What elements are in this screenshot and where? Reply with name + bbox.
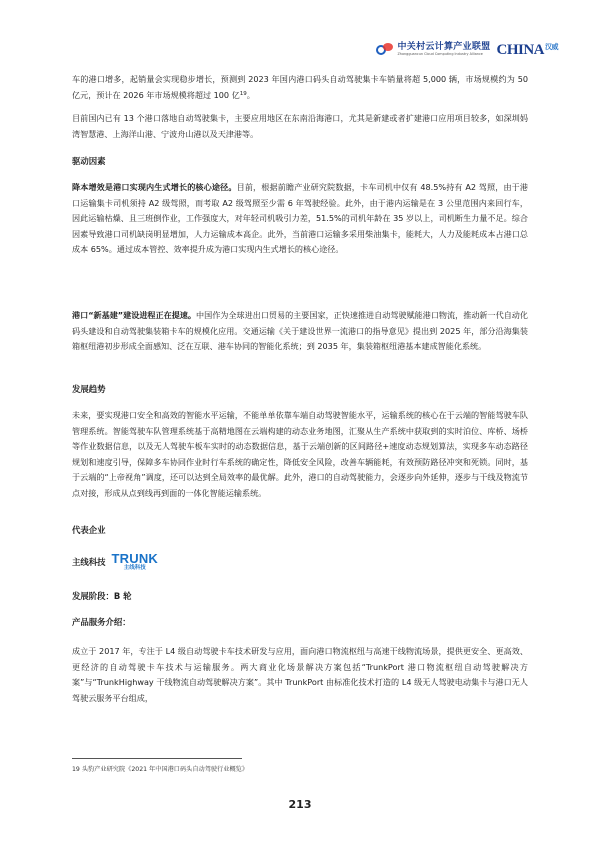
footnote-ref-19: 19 [239,90,247,97]
p1-end: 。 [246,89,255,100]
heading-representative-company: 代表企业 [72,525,106,535]
china-hanwei-logo [496,42,558,59]
trunk-logo-word: TRUNK [111,551,158,566]
development-stage: 发展阶段：B 轮 [72,591,132,601]
page-number: 213 [288,798,312,811]
zgc-logo-en: Zhongguancun Cloud Computing Industry Alliance [397,52,483,57]
heading-product-service: 产品服务介绍： [72,617,131,627]
paragraph-new-infrastructure [72,308,528,355]
paragraph-company-intro: 成立于 2017 年，专注于 L4 级自动驾驶卡车技术研发与应用，面向港口物流枢纽与高速干线物流场景，提供更安全、更高效、更经济的自动驾驶卡车技术与运输服务。两大商业化场景解决方案包括“TrunkPort 港口物流枢纽自动驾驶解决方案”与“TrunkHighway 干线物流自动驾驶解决方案”。其中 TrunkPort 由标准化技术打造的 L4 级无人驾驶电动集卡与港口无人驾驶云服务平台组成， [72,646,528,703]
zgc-alliance-logo [376,43,490,57]
p3-lead: 降本增效是港口实现内生式增长的核心途径。 [72,182,237,192]
footnote-divider [72,758,242,759]
p3-body: 目前，根据前瞻产业研究院数据，卡车司机中仅有 48.5%持有 A2 驾照，由于港口运输集卡司机须持 A2 级驾照，而考取 A2 级驾照至少需 6 年驾驶经验。此外，由于港内运输是在 3 公里范围内来回行车，因此运输枯燥、且三班倒作业，工作强度大，对年轻司机吸引力差，51.5%的司机年龄在 35 岁以上，司机断生力量不足。综合因素导致港口司机缺岗明显增加，人力运输成本高企。此外，当前港口运输多采用柴油集卡，能耗大，人力及能耗成本占港口总成本 65%。通过成本管控、效率提升成为港口实现内生式增长的核心途径。 [72,182,528,255]
footnote-19: 19 头豹产业研究院《2021 年中国港口码头自动驾驶行业概览》 [72,766,249,773]
company-name: 主线科技 [72,556,106,567]
zgc-logo-mark-icon [376,43,394,57]
paragraph-cost-efficiency [72,180,528,258]
paragraph-port-deployments: 目前国内已有 13 个港口落地自动驾驶集卡，主要应用地区在东南沿海港口，尤其是新建或者扩建港口应用项目较多，如深圳妈湾智慧港、上海洋山港、宁波舟山港以及天津港等。 [72,113,528,139]
zgc-logo-cn: 中关村云计算产业联盟 [397,42,491,53]
p1-text: 车的港口增多，起销量会实现稳步增长，预测到 2023 年国内港口码头自动驾驶集卡车销量将超 5,000 辆，市场规模约为 50 亿元，预计在 2026 年市场规模将超过 100 亿 [72,74,528,100]
paragraph-trends: 未来，要实现港口安全和高效的智能水平运输，不能单单依靠车端自动驾驶智能水平，运输系统的核心在于云端的智能驾驶车队管理系统。智能驾驶车队管理系统基于高精地图在云端构建的动态业务地图，汇聚从生产系统中获取到的实时泊位、库桥、场桥等作业数据信息，以及无人驾驶车板车实时的动态数据信息，基于云端创新的区间路径+速度动态规划算法，实现多车动态路径规划和速度引导，保障多车协同作业时行车系统的确定性，降低安全风险，改善车辆能耗，有效预防路径冲突和死锁。同时，基于云端的“上帝视角”调度，还可以达到全局效率的最优解。此外，港口的自动驾驶能力，会逐步向外延伸，逐步与干线及物流节点对接，形成从点到线再到面的一体化智能运输系统。 [72,410,528,498]
p4-body: 中国作为全球进出口贸易的主要国家，正快速推进自动驾驶赋能港口物流，推动新一代自动化码头建设和自动驾驶集装箱卡车的规模化应用。交通运输《关于建设世界一流港口的指导意见》提出到 2025 年，部分沿海集装箱枢纽港初步形成全面感知、泛在互联、港车协同的智能化系统；到 2035 年，集装箱枢纽港基本建成智能化系统。 [72,310,528,352]
trunk-logo [112,552,159,572]
heading-trends: 发展趋势 [72,384,106,394]
page-header [376,40,558,60]
heading-drivers: 驱动因素 [72,156,106,166]
china-logo-sup: 汉威 [545,42,558,51]
china-logo-word: CHINA [496,41,544,58]
paragraph-market-outlook [72,72,528,103]
company-row [72,552,158,572]
p4-lead: 港口“新基建”建设进程正在提速。 [72,310,197,320]
trunk-logo-sub: 主线科技 [123,565,146,571]
